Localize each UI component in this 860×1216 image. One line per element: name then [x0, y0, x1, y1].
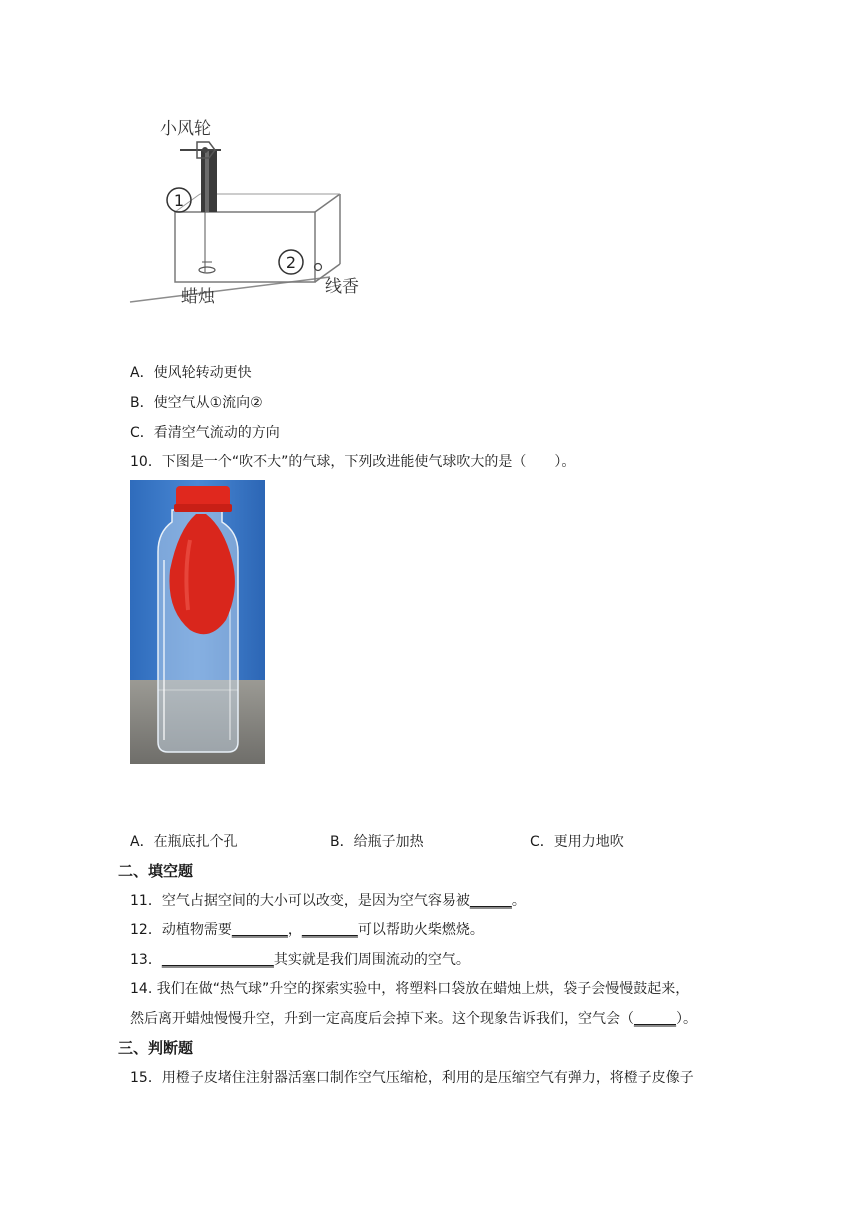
label-fan: 小风轮	[160, 119, 211, 139]
q10-option-a: A．在瓶底扎个孔	[130, 834, 238, 850]
q9-option-b: B．使空气从①流向②	[130, 395, 263, 411]
marker-1: 1	[173, 191, 185, 210]
question-15: 15．用橙子皮堵住注射器活塞口制作空气压缩枪，利用的是压缩空气有弹力，将橙子皮像子	[130, 1070, 694, 1086]
question-12	[130, 920, 484, 940]
label-incense: 线香	[325, 277, 359, 297]
q9-option-a: A．使风轮转动更快	[130, 365, 252, 381]
q14-suffix: ）。	[676, 1011, 697, 1027]
question-14-line-1: 14. 我们在做“热气球”升空的探索实验中，将塑料口袋放在蜡烛上烘，袋子会慢慢鼓起来，	[130, 981, 690, 997]
q13-number: 13．	[130, 952, 162, 968]
q14-blank: ______	[634, 1011, 676, 1027]
balloon-bottle-photo	[130, 480, 265, 764]
q9-option-c: C．看清空气流动的方向	[130, 425, 280, 441]
label-candle: 蜡烛	[181, 287, 215, 307]
question-11	[130, 891, 526, 911]
q12-suffix: 可以帮助火柴燃烧。	[357, 922, 484, 938]
q14-text: 然后离开蜡烛慢慢升空，升到一定高度后会掉下来。这个现象告诉我们，空气会（	[130, 1011, 634, 1027]
question-14-line-2	[130, 1009, 697, 1029]
q10-option-c: C．更用力地吹	[530, 834, 624, 850]
q12-text: 12．动植物需要	[130, 922, 232, 938]
q13-blank: ________________	[161, 952, 274, 968]
question-13	[130, 950, 470, 970]
section-3-title: 三、判断题	[118, 1039, 194, 1057]
q11-blank: ______	[469, 893, 512, 909]
q12-blank-1: ________	[231, 922, 288, 938]
q10-option-b: B．给瓶子加热	[330, 834, 424, 850]
q12-blank-2: ________	[301, 922, 358, 938]
marker-2: 2	[285, 253, 297, 272]
q10-stem: 10．下图是一个“吹不大”的气球，下列改进能使气球吹大的是（ ）。	[130, 454, 576, 470]
q11-text: 11．空气占据空间的大小可以改变，是因为空气容易被	[130, 893, 470, 909]
q13-text: 其实就是我们周围流动的空气。	[273, 952, 470, 968]
section-2-title: 二、填空题	[118, 862, 194, 880]
convection-box-diagram	[125, 112, 385, 312]
q12-sep: ，	[287, 922, 302, 938]
candle-icon	[199, 267, 215, 273]
q11-suffix: 。	[511, 893, 526, 909]
